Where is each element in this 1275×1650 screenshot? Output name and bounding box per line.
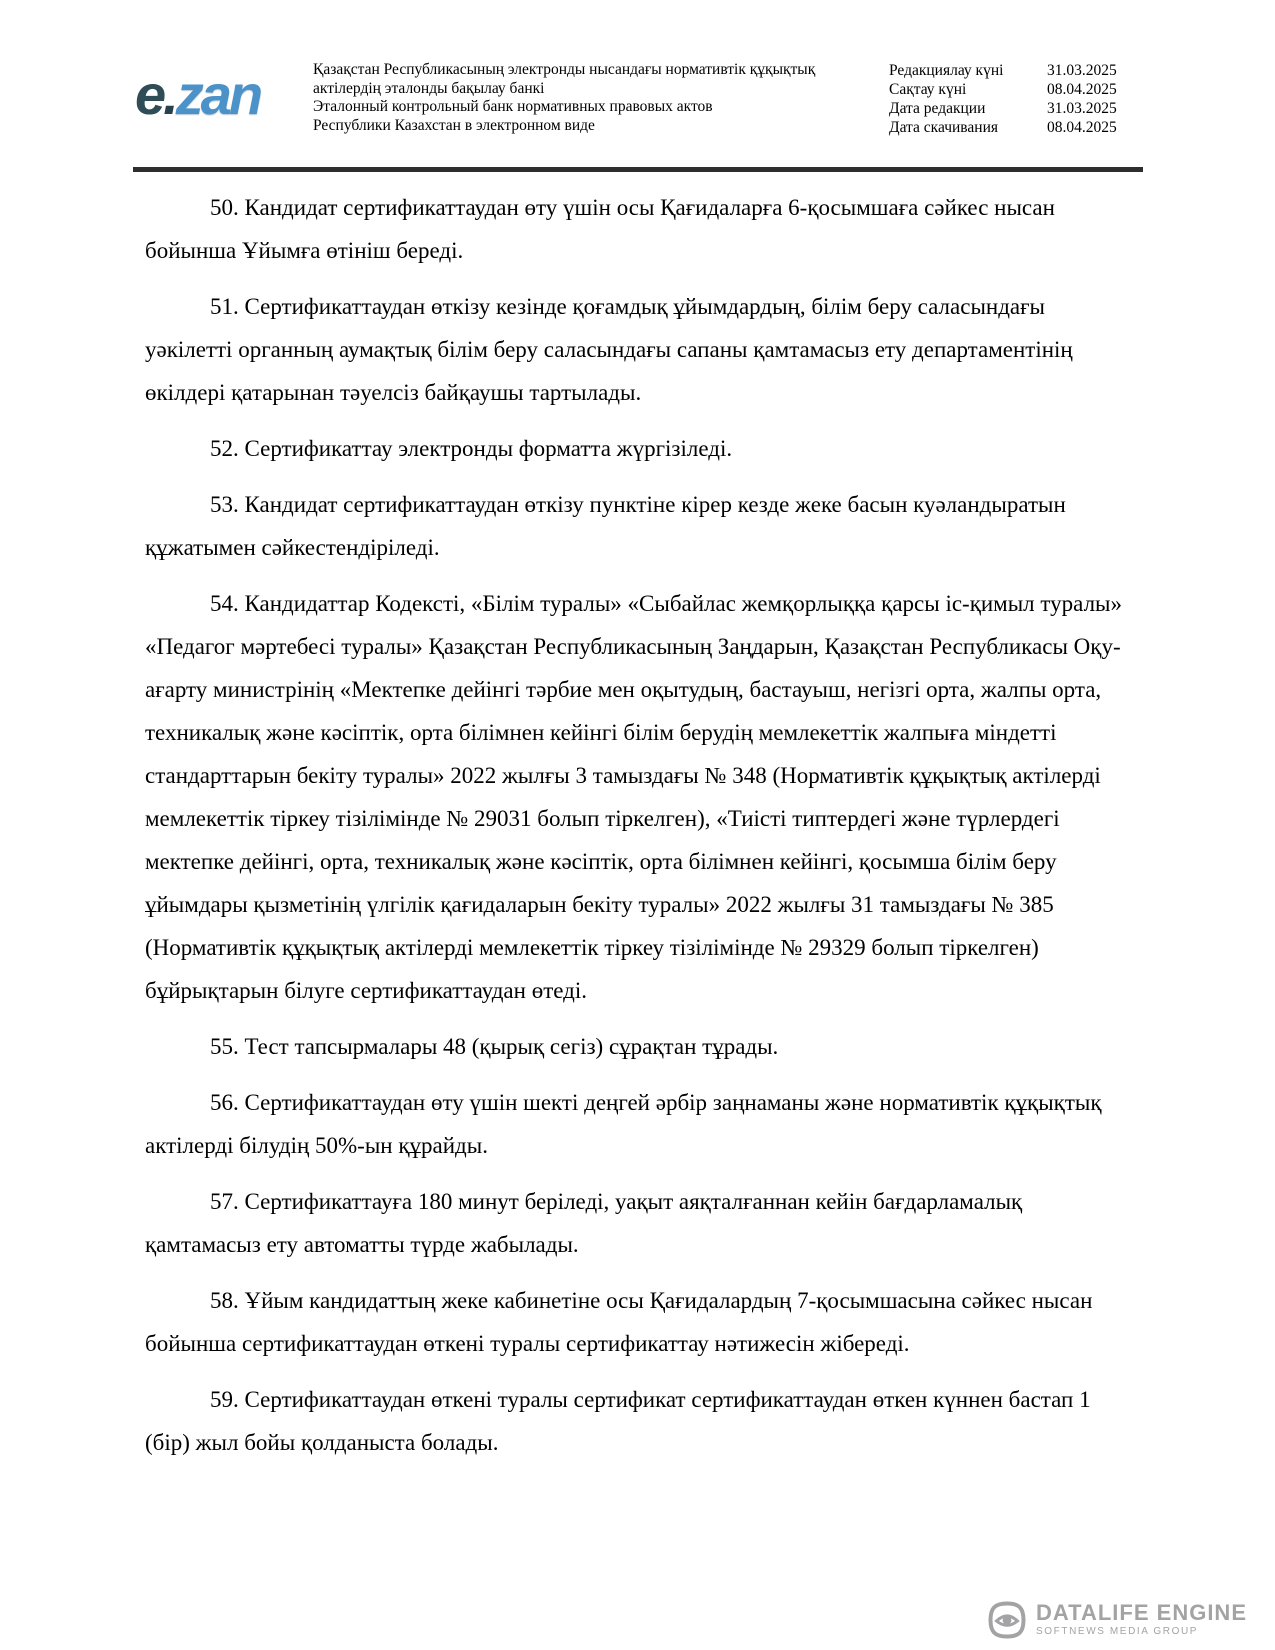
datalife-engine-brand: DATALIFE ENGINE [1036,1600,1247,1625]
datalife-engine-tagline: SOFTNEWS MEDIA GROUP [1036,1626,1199,1637]
document-meta [889,61,1143,137]
paragraph: 53. Кандидат сертификаттаудан өткізу пунктіне кірер кезде жеке басын куәландыратын құжатымен сәйкестендіріледі. [145,492,1066,560]
datalife-engine-eye-icon [987,1600,1027,1640]
meta-value: 08.04.2025 [1047,119,1117,136]
meta-row [889,80,1143,99]
document-body [145,186,1137,1477]
paragraph: 56. Сертификаттаудан өту үшін шекті деңгей әрбір заңнаманы және нормативтік құқықтық актілерді білудің 50%-ын құрайды. [145,1090,1102,1158]
document-header [135,55,1143,137]
meta-value: 31.03.2025 [1047,62,1117,79]
meta-label: Редакциялау күні [889,62,1004,79]
org-line-kk: Қазақстан Республикасының электронды нысандағы нормативтік құқықтық актілердің эталонды бақылау банкі [313,61,816,97]
datalife-engine-logo [987,1600,1247,1640]
ezan-logo-e: e [135,63,164,126]
org-line-ru-2: Республики Казахстан в электронном виде [313,116,595,134]
org-description [313,61,875,135]
meta-label: Дата редакции [889,100,986,117]
meta-label: Сақтау күні [889,81,967,98]
paragraph: 58. Ұйым кандидаттың жеке кабинетіне осы Қағидалардың 7-қосымшасына сәйкес нысан бойынша сертификаттаудан өткені туралы сертификаттау нәтижесін жібереді. [145,1288,1093,1356]
paragraph: 59. Сертификаттаудан өткені туралы сертификат сертификаттаудан өткен күннен бастап 1 (бір) жыл бойы қолданыста болады. [145,1387,1091,1455]
paragraph: 57. Сертификаттауға 180 минут беріледі, уақыт аяқталғаннан кейін бағдарламалық қамтамасыз ету автоматты түрде жабылады. [145,1189,1023,1257]
meta-label: Дата скачивания [889,119,999,136]
paragraph: 54. Кандидаттар Кодексті, «Білім туралы» «Сыбайлас жемқорлыққа қарсы іс-қимыл туралы» «Педагог мәртебесі туралы» Қазақстан Республикасының Заңдарын, Қазақстан Республикасы Оқу-ағарту министрінің «Мектепке дейінгі тәрбие мен оқытудың, бастауыш, негізгі орта, жалпы орта, техникалық және кәсіптік, орта білімнен кейінгі білім берудің мемлекеттік жалпыға міндетті стандарттарын бекіту туралы» 2022 жылғы 3 тамыздағы № 348 (Нормативтік құқықтық актілерді мемлекеттік тіркеу тізілімінде № 29031 болып тіркелген), «Тиісті типтердегі және түрлердегі мектепке дейінгі, орта, техникалық және кәсіптік, орта білімнен кейінгі, қосымша білім беру ұйымдары қызметінің үлгілік қағидаларын бекіту туралы» 2022 жылғы 31 тамыздағы № 385 (Нормативтік құқықтық актілерді мемлекеттік тіркеу тізілімінде № 29329 болып тіркелген) бұйрықтарын білуге сертификаттаудан өтеді. [145,591,1123,1003]
header-divider [133,167,1143,172]
org-line-ru-1: Эталонный контрольный банк нормативных правовых актов [313,98,713,115]
paragraph: 50. Кандидат сертификаттаудан өту үшін осы Қағидаларға 6-қосымшаға сәйкес нысан бойынша Ұйымға өтініш береді. [145,195,1055,263]
page-footer [987,1600,1247,1640]
paragraph: 51. Сертификаттаудан өткізу кезінде қоғамдық ұйымдардың, білім беру саласындағы уәкілетті органның аумақтық білім беру саласындағы сапаны қамтамасыз ету департаментінің өкілдері қатарынан тәуелсіз байқаушы тартылады. [145,294,1073,405]
datalife-engine-text [1036,1602,1247,1638]
meta-row [889,118,1143,137]
meta-value: 31.03.2025 [1047,100,1117,117]
ezan-logo [135,55,313,135]
paragraph: 52. Сертификаттау электронды форматта жүргізіледі. [210,436,733,461]
meta-row [889,61,1143,80]
ezan-logo-dot: . [163,63,176,126]
paragraph: 55. Тест тапсырмалары 48 (қырық сегіз) сұрақтан тұрады. [210,1034,779,1059]
ezan-logo-zan: zan [175,63,261,126]
meta-value: 08.04.2025 [1047,81,1117,98]
meta-row [889,99,1143,118]
